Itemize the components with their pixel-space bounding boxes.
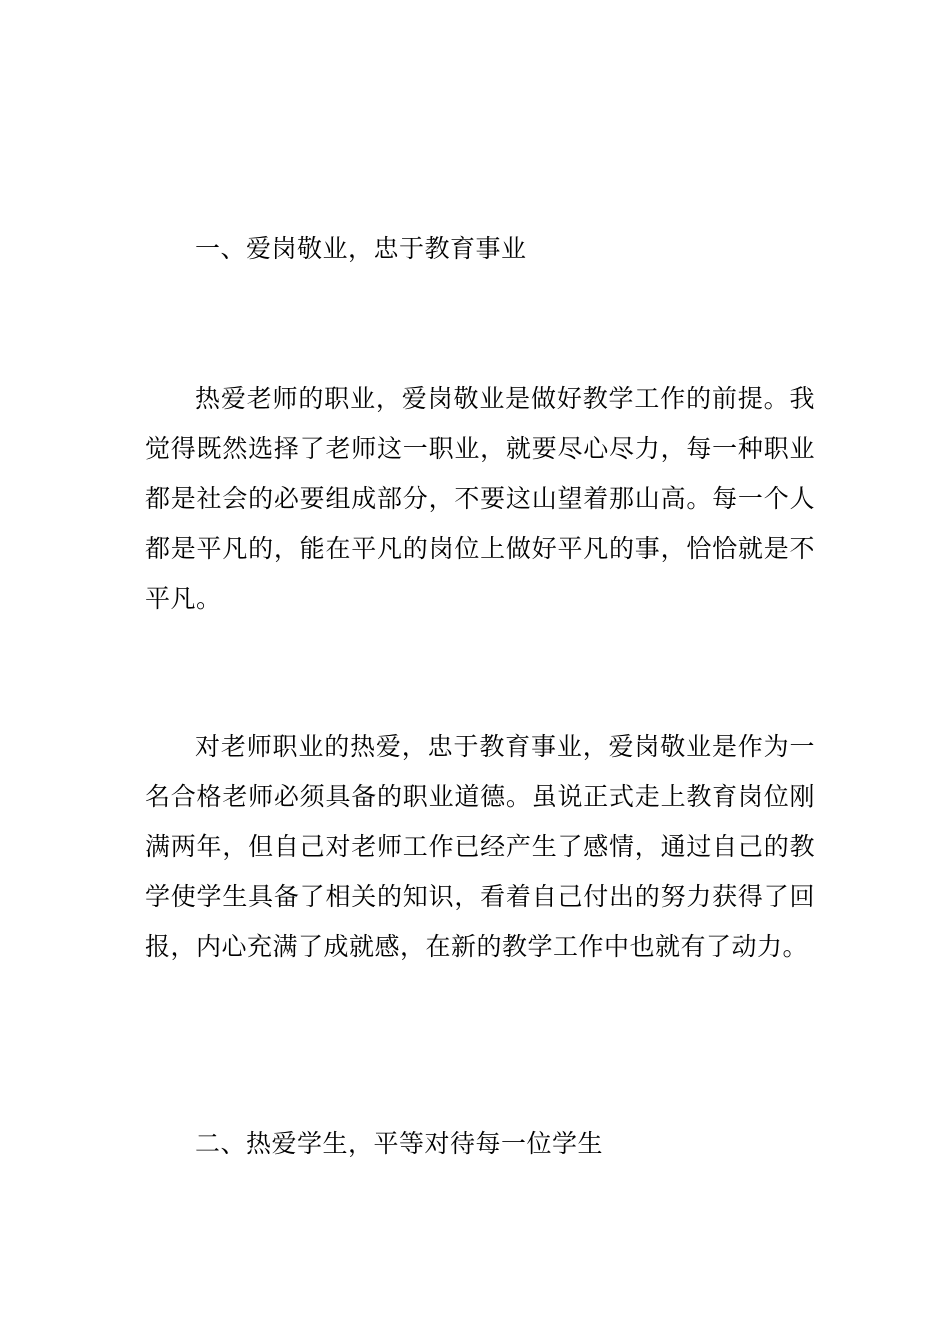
section-heading-2: 二、热爱学生，平等对待每一位学生: [195, 1129, 604, 1158]
section-heading-1: 一、爱岗敬业，忠于教育事业: [195, 234, 527, 263]
paragraph-2: 对老师职业的热爱，忠于教育事业，爱岗敬业是作为一名合格老师必须具备的职业道德。虽说正式走上教育岗位刚满两年，但自己对老师工作已经产生了感情，通过自己的教学使学生具备了相关的知识，看着自己付出的努力获得了回报，内心充满了成就感，在新的教学工作中也就有了动力。: [145, 732, 815, 961]
paragraph-1: 热爱老师的职业，爱岗敬业是做好教学工作的前提。我觉得既然选择了老师这一职业，就要尽心尽力，每一种职业都是社会的必要组成部分，不要这山望着那山高。每一个人都是平凡的，能在平凡的岗位上做好平凡的事，恰恰就是不平凡。: [145, 384, 815, 613]
